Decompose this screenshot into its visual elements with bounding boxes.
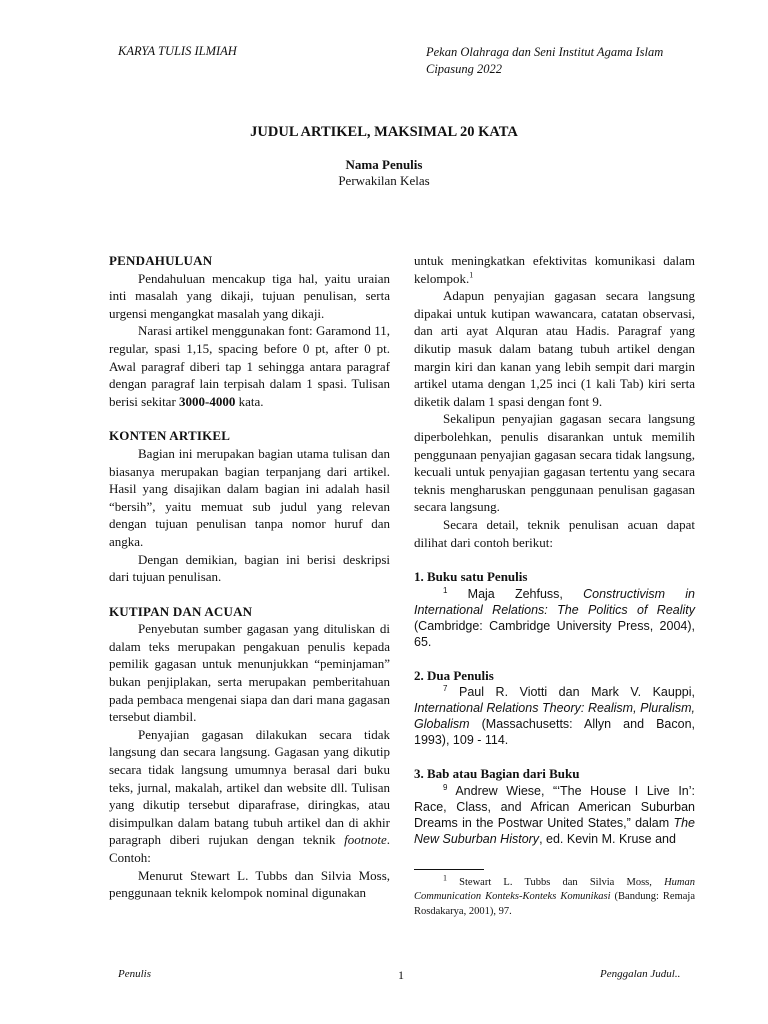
reference-example: $^7$ Paul R. Viotti dan Mark V. Kauppi, International Relations Theory: Realism, Pluralism, Globalism (Massachusetts: Allyn and Bacon, 1993), 109 - 114.	[414, 684, 695, 748]
article-title: JUDUL ARTIKEL, MAKSIMAL 20 KATA	[250, 124, 518, 140]
heading-dua-penulis: 2. Dua Penulis	[414, 667, 494, 683]
footnote-ref: 1	[469, 270, 474, 280]
footer-short-title: Penggalan Judul..	[600, 968, 681, 980]
paragraph: Penyebutan sumber gagasan yang dituliskan di dalam teks merupakan pengakuan penulis kepada pemilik gagasan untuk menunjukkan “peminjaman” bukan penjiplakan, serta merupakan pemberitahuan pada pembaca mengenai siapa dan dari mana gagasan tersebut diambil.	[109, 621, 390, 725]
footnote-separator	[414, 869, 484, 870]
heading-kutipan-acuan: KUTIPAN DAN ACUAN	[109, 603, 253, 619]
heading-buku-satu-penulis: 1. Buku satu Penulis	[414, 569, 528, 585]
page-number: 1	[398, 968, 404, 982]
author-name: Nama Penulis	[345, 157, 423, 172]
heading-konten-artikel: KONTEN ARTIKEL	[109, 428, 231, 444]
paragraph: Sekalipun penyajian gagasan secara langsung diperbolehkan, penulis disarankan untuk memilih penggunaan penyajian gagasan secara tidak langsung, kecuali untuk penyajian gagasan tertentu yang secara teknis mengharuskan penggunaan penulisan gagasan secara langsung.	[414, 411, 695, 515]
right-column	[414, 252, 695, 919]
paragraph: Penyajian gagasan dilakukan secara tidak langsung dan secara langsung. Gagasan yang dikutip secara tidak langsung umumnya berasal dari buku teks, jurnal, makalah, artikel dan website dll. Tulisan yang dikutip tersebut diparafrase, diringkas, atau disimpulkan dalam batang tubuh artikel dan di akhir paragraph diberi rujukan dengan teknik footnote. Contoh:	[109, 726, 390, 865]
paragraph: Menurut Stewart L. Tubbs dan Silvia Moss, penggunaan teknik kelompok nominal digunakan	[109, 867, 390, 901]
paragraph: untuk meningkatkan efektivitas komunikasi dalam kelompok.$^1$	[414, 253, 695, 286]
paragraph: Dengan demikian, bagian ini berisi deskripsi dari tujuan penulisan.	[109, 551, 390, 585]
paragraph: Narasi artikel menggunakan font: Garamond 11, regular, spasi 1,15, spacing before 0 pt, after 0 pt. Awal paragraf diberi tap 1 sehingga antara paragraf dengan paragraf lain terpisah dalam 1 spasi. Tulisan berisi sekitar 3000-4000 kata.	[109, 323, 390, 409]
heading-bab-bagian-buku: 3. Bab atau Bagian dari Buku	[414, 766, 580, 782]
reference-example: $^9$ Andrew Wiese, “‘The House I Live In’: Race, Class, and African American Suburban Dreams in the Postwar United States,” dalam The New Suburban History, ed. Kevin M. Kruse and	[414, 782, 695, 846]
left-column	[109, 252, 390, 902]
header-right-line1: Pekan Olahraga dan Seni Institut Agama Islam	[426, 45, 664, 59]
footnote: $^1$ Stewart L. Tubbs dan Silvia Moss, Human Communication Konteks-Konteks Komunikasi (Bandung: Remaja Rosdakarya, 2001), 97.	[414, 873, 695, 917]
footer-author: Penulis	[118, 968, 151, 980]
paragraph: Secara detail, teknik penulisan acuan dapat dilihat dari contoh berikut:	[414, 516, 695, 550]
paragraph: Bagian ini merupakan bagian utama tulisan dan biasanya merupakan bagian terpanjang dari artikel. Hasil yang disajikan dalam bagian ini adalah hasil “bersih”, yaitu memuat sub judul yang relevan dengan tujuan penulisan tanpa nomor huruf dan angka.	[109, 445, 390, 549]
author-affiliation: Perwakilan Kelas	[338, 173, 430, 188]
reference-example: $^1$ Maja Zehfuss, Constructivism in International Relations: The Politics of Reality (Cambridge: Cambridge University Press, 2004), 65.	[414, 585, 695, 649]
paragraph: Adapun penyajian gagasan secara langsung dipakai untuk kutipan wawancara, catatan observasi, dan arti ayat Alquran atau Hadis. Paragraf yang dikutip masuk dalam batang tubuh artikel dengan margin kiri dan kanan yang lebih sempit dari margin artikel utama dengan 1,25 inci (1 kali Tab) kiri serta diketik dalam 1 spasi dengan font 9.	[414, 288, 695, 409]
heading-pendahuluan: PENDAHULUAN	[109, 253, 213, 268]
paragraph: Pendahuluan mencakup tiga hal, yaitu uraian inti masalah yang dikaji, tujuan penulisan, serta urgensi mengangkat masalah yang dikaji.	[109, 270, 390, 321]
header-left: KARYA TULIS ILMIAH	[118, 44, 237, 58]
header-right	[426, 44, 716, 78]
header-right-line2: Cipasung 2022	[426, 62, 503, 76]
